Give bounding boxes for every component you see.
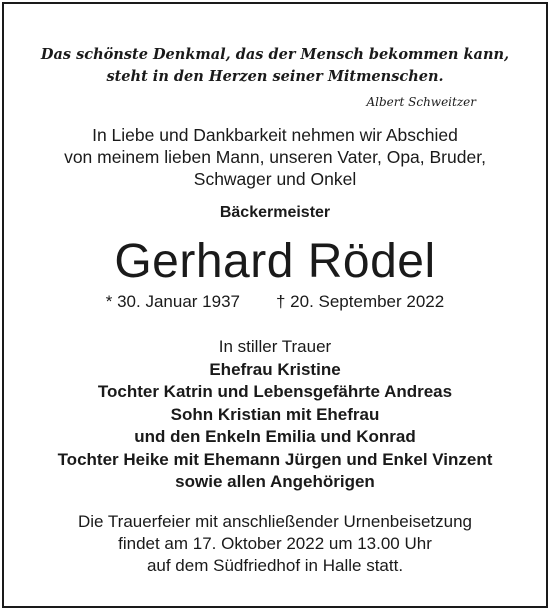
mourners-intro: In stiller Trauer [218,337,332,356]
farewell-line: von meinem lieben Mann, unseren Vater, Opa, Bruder, [64,147,486,167]
deceased-title: Bäckermeister [219,204,331,221]
funeral-details [4,511,546,577]
mourner-line: Ehefrau Kristine [209,359,341,379]
farewell-line: In Liebe und Dankbarkeit nehmen wir Abschied [92,125,458,145]
quote-line: steht in den Herzen seiner Mitmenschen. [106,68,444,85]
quote [4,44,546,88]
deceased-name: Gerhard Rödel [114,235,436,288]
mourner-line: sowie allen Angehörigen [175,472,375,491]
obituary-card [2,2,548,608]
mourner-line: Sohn Kristian mit Ehefrau [170,404,380,424]
funeral-line: auf dem Südfriedhof in Halle statt. [146,556,404,575]
funeral-line: findet am 17. Oktober 2022 um 13.00 Uhr [118,534,432,553]
quote-line: Das schönste Denkmal, das der Mensch bekommen kann, [40,46,510,63]
farewell-text [4,124,546,190]
quote-author: Albert Schweitzer [366,95,476,109]
life-dates [4,292,546,312]
mourner-line: Tochter Katrin und Lebensgefährte Andreas [97,382,453,401]
mourner-line: Tochter Heike mit Ehemann Jürgen und Enkel Vinzent [57,449,493,469]
birth-date: * 30. Januar 1937 [105,292,240,311]
farewell-line: Schwager und Onkel [193,169,357,189]
death-date: † 20. September 2022 [275,292,445,311]
mourner-line: und den Enkeln Emilia und Konrad [134,427,416,446]
funeral-line: Die Trauerfeier mit anschließender Urnenbeisetzung [77,512,473,531]
mourners [4,336,546,494]
